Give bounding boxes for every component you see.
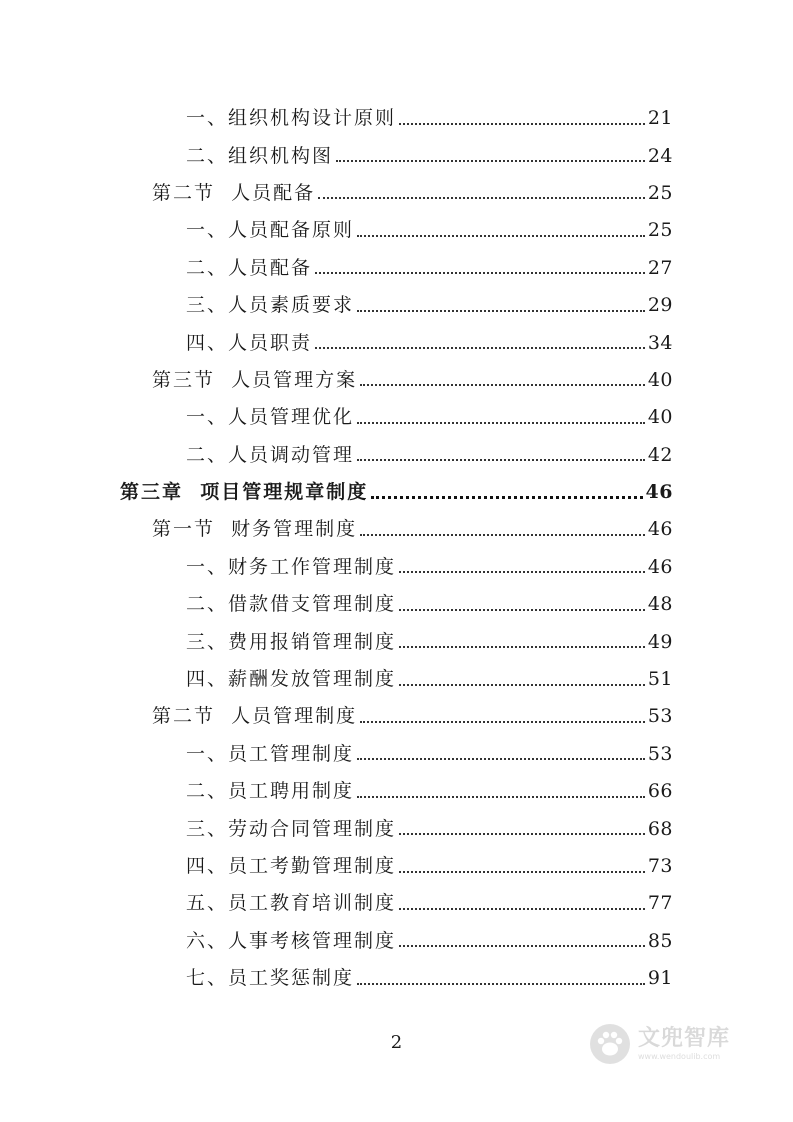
toc-entry-page: 46 [645, 481, 673, 504]
toc-entry-page: 73 [647, 855, 673, 877]
toc-entry-label: 三、劳动合同管理制度 [186, 817, 397, 840]
toc-entry[interactable] [0, 885, 793, 922]
toc-entry-label: 第三章 项目管理规章制度 [120, 481, 369, 504]
toc-entry-label: 一、员工管理制度 [186, 742, 355, 765]
toc-entry-page: 25 [647, 219, 673, 242]
toc-entry-page: 25 [647, 181, 673, 204]
toc-entry-label: 二、组织机构图 [186, 144, 334, 167]
toc-entry-page: 42 [647, 443, 673, 466]
toc-entry[interactable] [0, 623, 793, 660]
toc-dot-leader [360, 384, 645, 386]
toc-entry[interactable] [0, 549, 793, 586]
toc-entry[interactable] [0, 287, 793, 324]
toc-entry-label: 七、员工奖惩制度 [186, 967, 355, 990]
toc-dot-leader [399, 684, 645, 686]
toc-entry-label: 第二节 人员管理制度 [152, 705, 358, 728]
toc-entry-label: 一、财务工作管理制度 [186, 555, 397, 578]
toc-entry[interactable] [0, 474, 793, 511]
toc-entry-page: 85 [647, 929, 673, 952]
toc-entry-page: 77 [647, 892, 673, 915]
toc-entry[interactable] [0, 511, 793, 548]
toc-dot-leader [399, 123, 645, 125]
toc-entry[interactable] [0, 399, 793, 436]
toc-entry-page: 46 [647, 518, 673, 541]
toc-entry[interactable] [0, 324, 793, 361]
toc-entry[interactable] [0, 250, 793, 287]
toc-dot-leader [357, 235, 645, 237]
toc-entry[interactable] [0, 212, 793, 249]
toc-entry-page: 68 [647, 817, 673, 840]
toc-dot-leader [336, 160, 645, 162]
toc-dot-leader [399, 833, 645, 835]
toc-entry[interactable] [0, 923, 793, 960]
toc-dot-leader [399, 609, 645, 611]
toc-dot-leader [399, 571, 645, 573]
toc-entry-label: 三、费用报销管理制度 [186, 630, 397, 653]
toc-entry[interactable] [0, 773, 793, 810]
toc-entry-label: 五、员工教育培训制度 [186, 892, 397, 915]
toc-dot-leader [318, 197, 645, 199]
toc-entry-label: 四、人员职责 [186, 331, 313, 354]
toc-entry-page: 24 [647, 144, 673, 167]
toc-entry-page: 21 [647, 107, 673, 130]
toc-entry-label: 一、人员配备原则 [186, 219, 355, 242]
watermark-name: 文兜智库 [638, 1025, 731, 1051]
toc-entry-label: 第三节 人员管理方案 [152, 368, 358, 391]
paw-logo-icon [588, 1022, 632, 1066]
toc-entry[interactable] [0, 586, 793, 623]
toc-entry-page: 29 [647, 294, 673, 317]
toc-entry[interactable] [0, 175, 793, 212]
toc-dot-leader [357, 758, 645, 760]
toc-dot-leader [399, 871, 645, 873]
toc-entry-label: 第一节 财务管理制度 [152, 518, 358, 541]
toc-entry[interactable] [0, 437, 793, 474]
toc-entry[interactable] [0, 960, 793, 997]
toc-entry[interactable] [0, 736, 793, 773]
toc-entry-label: 第二节 人员配备 [152, 181, 316, 204]
toc-entry-page: 53 [647, 705, 673, 728]
toc-dot-leader [357, 422, 645, 424]
toc-dot-leader [360, 721, 645, 723]
toc-entry-page: 48 [647, 593, 673, 616]
toc-entry-page: 34 [647, 331, 673, 354]
toc-entry[interactable] [0, 362, 793, 399]
toc-dot-leader [357, 459, 645, 461]
toc-entry[interactable] [0, 848, 793, 885]
toc-dot-leader [399, 646, 645, 648]
toc-entry-label: 四、员工考勤管理制度 [186, 855, 397, 877]
toc-dot-leader [315, 272, 645, 274]
toc-dot-leader [371, 496, 642, 499]
toc-entry-page: 27 [647, 256, 673, 279]
toc-dot-leader [399, 945, 645, 947]
toc-entry-label: 三、人员素质要求 [186, 294, 355, 317]
toc-entry-label: 二、借款借支管理制度 [186, 593, 397, 616]
toc-entry-page: 51 [647, 668, 673, 691]
toc-dot-leader [357, 310, 645, 312]
toc-dot-leader [357, 796, 645, 798]
toc-entry-page: 49 [647, 630, 673, 653]
toc-dot-leader [315, 347, 645, 349]
toc-entry-page: 66 [647, 780, 673, 803]
toc-entry-label: 四、薪酬发放管理制度 [186, 668, 397, 691]
toc-entry-page: 46 [647, 555, 673, 578]
toc-entry-page: 53 [647, 742, 673, 765]
toc-entry[interactable] [0, 810, 793, 847]
toc-entry-label: 二、员工聘用制度 [186, 780, 355, 803]
toc-entry[interactable] [0, 100, 793, 137]
toc-dot-leader [399, 908, 645, 910]
page-number: 2 [390, 1032, 403, 1053]
toc-entry[interactable] [0, 661, 793, 698]
toc-entry-page: 40 [647, 406, 673, 429]
watermark-url: www.wendoulib.com [638, 1051, 721, 1061]
table-of-contents [0, 100, 793, 997]
toc-entry[interactable] [0, 698, 793, 735]
toc-dot-leader [357, 983, 645, 985]
toc-dot-leader [360, 534, 645, 536]
toc-entry-page: 40 [647, 368, 673, 391]
toc-entry-label: 二、人员配备 [186, 256, 313, 279]
toc-entry-page: 91 [647, 967, 673, 990]
watermark [588, 1018, 758, 1070]
toc-entry-label: 二、人员调动管理 [186, 443, 355, 466]
toc-entry-label: 六、人事考核管理制度 [186, 929, 397, 952]
toc-entry-label: 一、人员管理优化 [186, 406, 355, 429]
toc-entry-label: 一、组织机构设计原则 [186, 107, 397, 130]
toc-entry[interactable] [0, 137, 793, 174]
